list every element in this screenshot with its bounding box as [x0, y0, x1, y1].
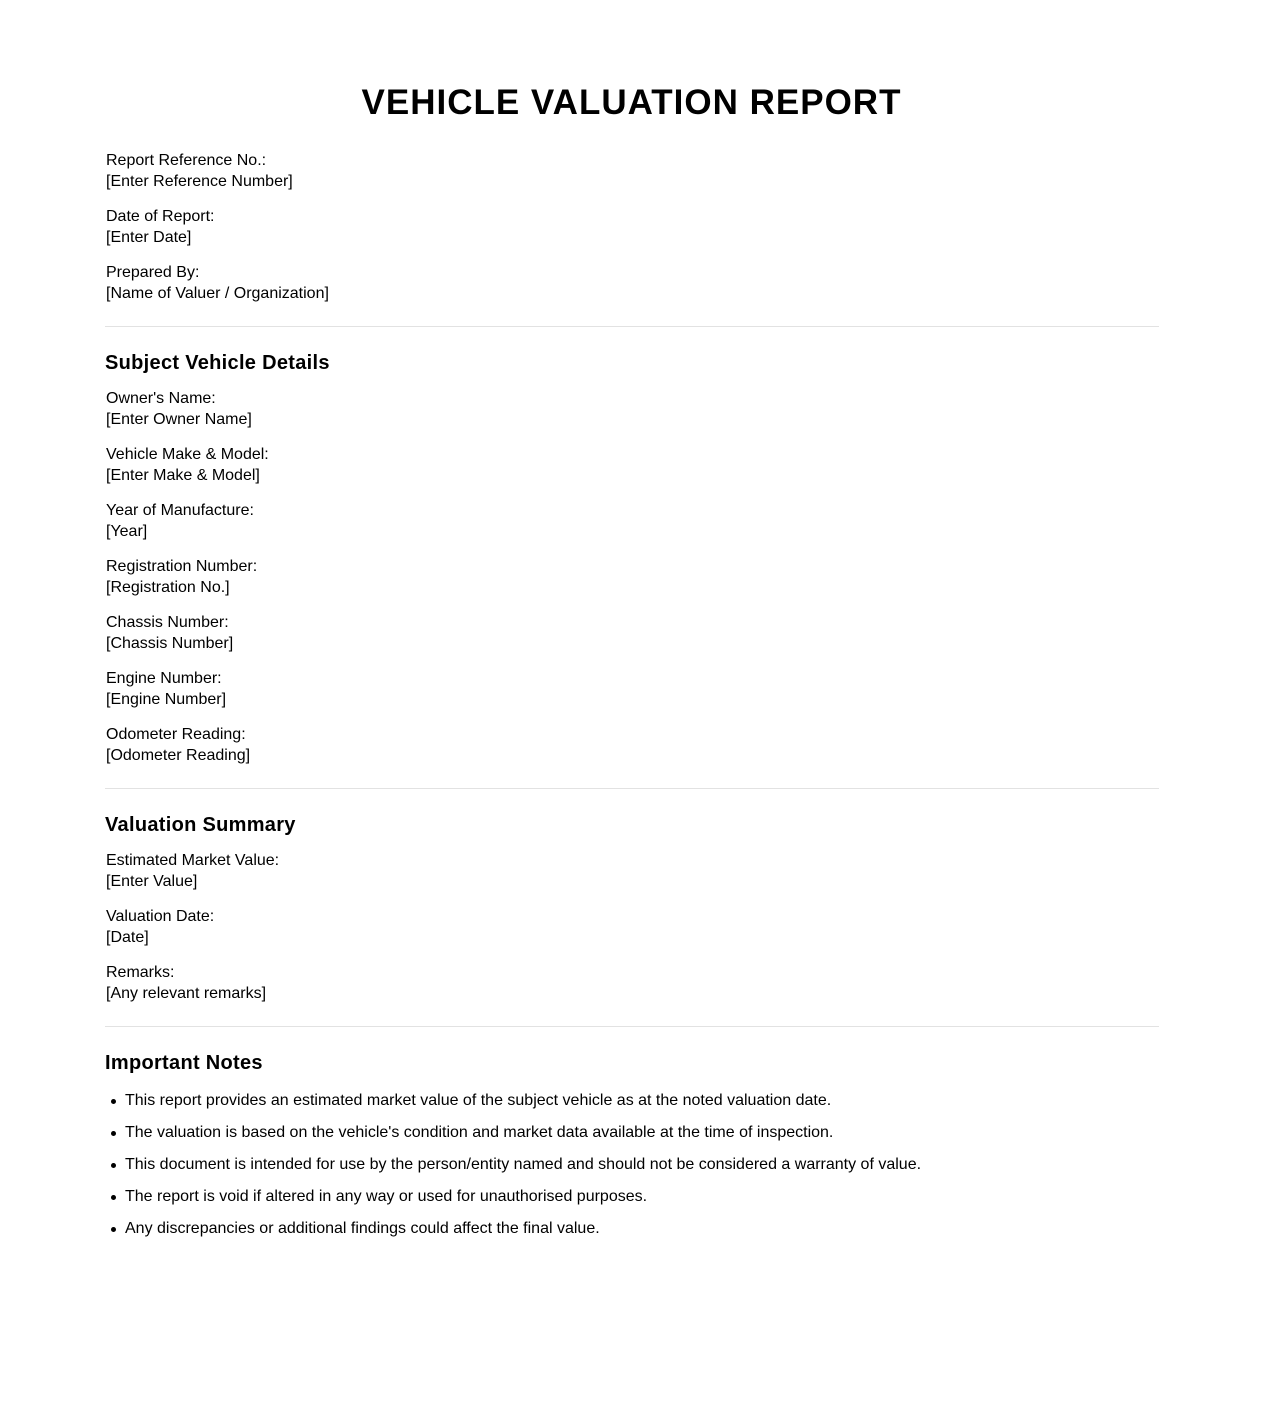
field-value: [Date]	[106, 929, 149, 946]
field-label: Chassis Number:	[106, 614, 229, 631]
field-value: [Odometer Reading]	[106, 747, 251, 764]
field-reference-number	[106, 150, 1159, 192]
field-remarks	[106, 962, 1159, 1004]
notes-list	[105, 1090, 1159, 1239]
field-value: [Any relevant remarks]	[106, 985, 267, 1002]
field-prepared-by	[106, 262, 1159, 304]
header-fields	[105, 150, 1159, 304]
field-label: Engine Number:	[106, 670, 222, 687]
field-label: Estimated Market Value:	[106, 852, 280, 869]
field-value: [Enter Owner Name]	[106, 411, 252, 428]
field-label: Report Reference No.:	[106, 152, 267, 169]
field-label: Remarks:	[106, 964, 175, 981]
field-label: Year of Manufacture:	[106, 502, 254, 519]
field-engine-number	[106, 668, 1159, 710]
list-item: This document is intended for use by the person/entity named and should not be considered a warranty of value.	[125, 1154, 1159, 1175]
field-value: [Enter Make & Model]	[106, 467, 260, 484]
field-make-model	[106, 444, 1159, 486]
field-value: [Name of Valuer / Organization]	[106, 285, 329, 302]
field-odometer-reading	[106, 724, 1159, 766]
vehicle-details-section	[105, 351, 1159, 766]
important-notes-section	[105, 1051, 1159, 1239]
field-value: [Engine Number]	[106, 691, 227, 708]
list-item: The report is void if altered in any way or used for unauthorised purposes.	[125, 1186, 1159, 1207]
field-year-of-manufacture	[106, 500, 1159, 542]
valuation-summary-section	[105, 813, 1159, 1004]
report-content	[105, 150, 1159, 1250]
list-item: Any discrepancies or additional findings could affect the final value.	[125, 1218, 1159, 1239]
field-label: Prepared By:	[106, 264, 200, 281]
field-label: Valuation Date:	[106, 908, 215, 925]
section-title-valuation-summary: Valuation Summary	[105, 814, 296, 836]
field-estimated-market-value	[106, 850, 1159, 892]
field-value: [Chassis Number]	[106, 635, 234, 652]
field-label: Date of Report:	[106, 208, 215, 225]
section-divider	[105, 1026, 1159, 1027]
field-registration-number	[106, 556, 1159, 598]
field-value: [Registration No.]	[106, 579, 230, 596]
section-divider	[105, 788, 1159, 789]
field-owner-name	[106, 388, 1159, 430]
field-value: [Enter Value]	[106, 873, 198, 890]
field-label: Registration Number:	[106, 558, 258, 575]
section-divider	[105, 326, 1159, 327]
field-report-date	[106, 206, 1159, 248]
field-value: [Enter Date]	[106, 229, 192, 246]
list-item: The valuation is based on the vehicle's condition and market data available at the time of inspection.	[125, 1122, 1159, 1143]
field-value: [Enter Reference Number]	[106, 173, 293, 190]
field-label: Odometer Reading:	[106, 726, 246, 743]
field-label: Vehicle Make & Model:	[106, 446, 269, 463]
list-item: This report provides an estimated market value of the subject vehicle as at the noted valuation date.	[125, 1090, 1159, 1111]
field-label: Owner's Name:	[106, 390, 216, 407]
section-title-vehicle-details: Subject Vehicle Details	[105, 352, 330, 374]
field-chassis-number	[106, 612, 1159, 654]
section-title-important-notes: Important Notes	[105, 1052, 263, 1074]
field-value: [Year]	[106, 523, 148, 540]
report-title: VEHICLE VALUATION REPORT	[361, 83, 902, 122]
field-valuation-date	[106, 906, 1159, 948]
